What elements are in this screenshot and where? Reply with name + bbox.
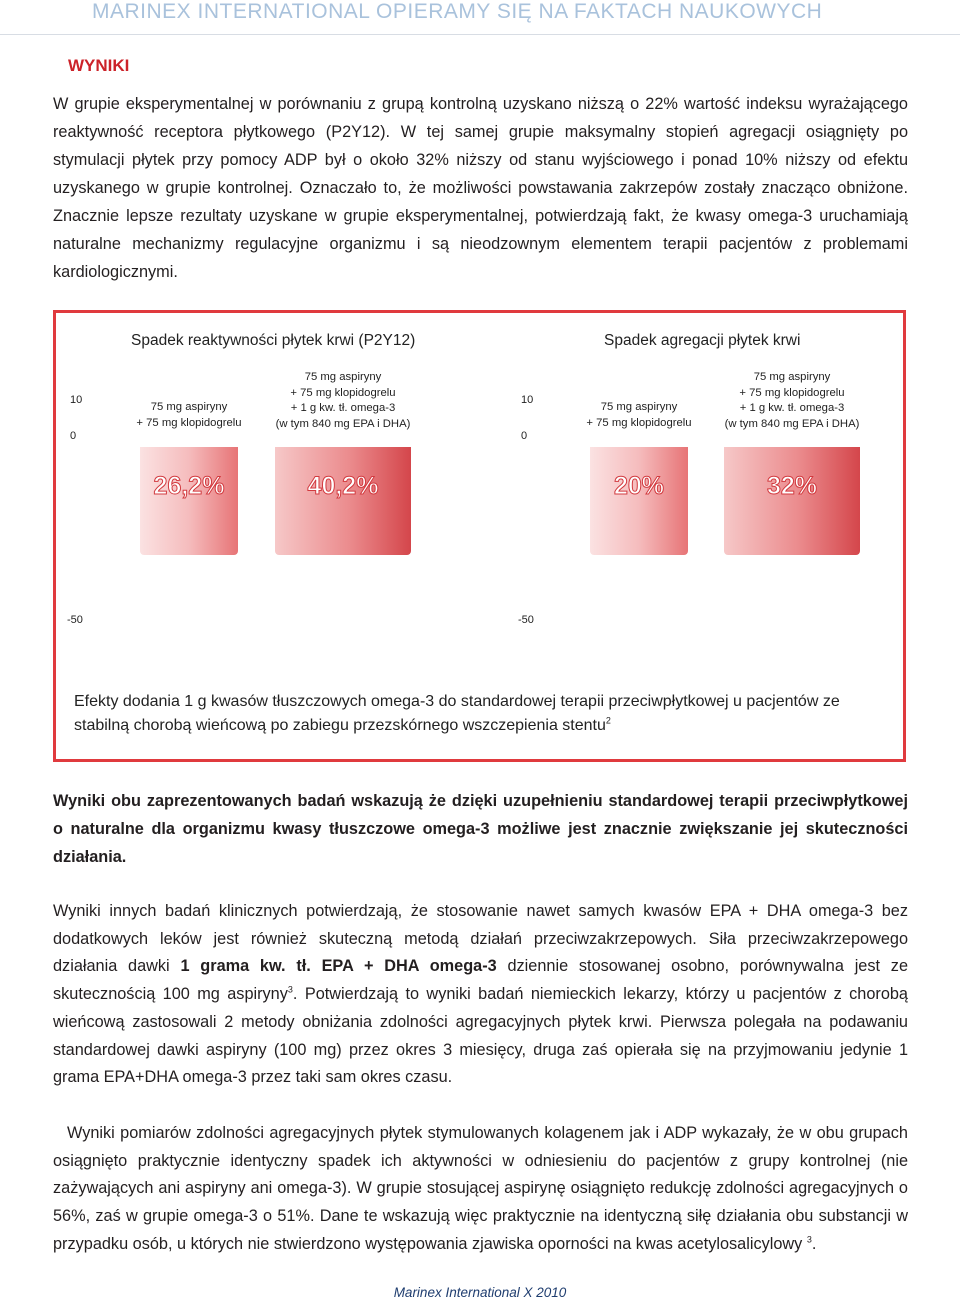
section-title: WYNIKI: [68, 56, 130, 75]
chart-caption-reference: 2: [605, 715, 611, 726]
measurements-paragraph: [53, 1120, 908, 1259]
chart-1-bar-1-label: 75 mg aspiryny + 75 mg klopidogrelu: [136, 401, 242, 429]
chart-2-bar-2: [724, 447, 860, 555]
clinical-studies-text-3: . Potwierdzają to wyniki badań niemieckich lekarzy, którzy u pacjentów z chorobą wieńcową zastosowali 2 metody obniżania zdolności agregacyjnych płytek krwi. Pierwsza polegała na podawaniu standardowej dawki aspiryny (100 mg) przez okres 3 miesięcy, druga zaś opierała się na przyjmowaniu jedynie 1 grama EPA+DHA omega-3 przez taki sam okres czasu.: [53, 985, 908, 1087]
chart-1-title: Spadek reaktywności płytek krwi (P2Y12): [131, 332, 416, 349]
chart-2-title: Spadek agregacji płytek krwi: [604, 332, 801, 349]
chart-1-bar-2-label: 75 mg aspiryny + 75 mg klopidogrelu + 1 g kw. tł. omega-3 (w tym 840 mg EPA i DHA): [275, 371, 411, 430]
chart-2-bar-1-label: 75 mg aspiryny + 75 mg klopidogrelu: [586, 401, 692, 429]
chart-1-bar-2: [275, 447, 411, 555]
clinical-studies-text-2: dziennie stosowanej osobno, porównywalna jest ze skutecznością 100 mg aspiryny: [53, 957, 908, 1004]
chart-1-bar-1-value: 26,2%: [153, 472, 225, 500]
clinical-studies-reference: 3: [287, 984, 293, 995]
chart-caption-text: Efekty dodania 1 g kwasów tłuszczowych omega-3 do standardowej terapii przeciwpłytkowej u pacjentów ze stabilną chorobą wieńcową po zabiegu przezskórnego wszczepienia stentu: [74, 693, 840, 734]
chart-caption: [74, 690, 888, 738]
chart-1-bar-2-value: 40,2%: [307, 472, 379, 500]
chart-2-bar-2-value: 32%: [766, 472, 818, 500]
page-footer: Marinex International X 2010: [393, 1285, 567, 1300]
conclusion-paragraph: Wyniki obu zaprezentowanych badań wskazują że dzięki uzupełnieniu standardowej terapii przeciwpłytkowej o naturalne dla organizmu kwasy tłuszczowe omega-3 możliwe jest znacznie zwiększanie jej skuteczności działania.: [53, 792, 908, 866]
measurements-end: .: [811, 1234, 817, 1253]
chart-1-bar-1: [140, 447, 238, 555]
results-paragraph: W grupie eksperymentalnej w porównaniu z grupą kontrolną uzyskano niższą o 22% wartość indeksu wyrażającego reaktywność receptora płytkowego (P2Y12). W tej samej grupie maksymalny stopień agregacji osiągnięty po stymulacji płytek przy pomocy ADP był o około 32% niższy od stanu wyjściowego i ponad 10% niższy od efektu uzyskanego w grupie kontrolnej. Oznaczało to, że możliwości powstawania zakrzepów zostały znacząco obniżone. Znacznie lepsze rezultaty uzyskane w grupie eksperymentalnej, potwierdzają fakt, że kwasy omega-3 uruchamiają naturalne mechanizmy regulacyjne organizmu i są nieodzownym elementem terapii pacjentów z problemami kardiologicznymi.: [53, 95, 908, 281]
dose-highlight: 1 grama kw. tł. EPA + DHA omega-3: [180, 957, 497, 976]
chart-2-tick-minus-50: -50: [518, 614, 534, 626]
clinical-studies-paragraph: [53, 898, 908, 1092]
chart-2-bar-2-label: 75 mg aspiryny + 75 mg klopidogrelu + 1 g kw. tł. omega-3 (w tym 840 mg EPA i DHA): [724, 371, 860, 430]
header-title: MARINEX INTERNATIONAL OPIERAMY SIĘ NA FAKTACH NAUKOWYCH: [92, 0, 823, 23]
chart-2-bar-1-value: 20%: [613, 472, 665, 500]
chart-1-tick-0: 0: [70, 430, 77, 442]
chart-2-bar-1: [590, 447, 688, 555]
measurements-reference: 3: [806, 1234, 812, 1245]
chart-1-tick-minus-50: -50: [67, 614, 83, 626]
chart-2-tick-10: 10: [521, 394, 534, 406]
chart-2-tick-0: 0: [521, 430, 528, 442]
clinical-studies-text-1: Wyniki innych badań klinicznych potwierdzają, że stosowanie nawet samych kwasów EPA + DHA omega-3 bez dodatkowych leków jest również skuteczną metodą działań przeciwzakrzepowych. Siła przeciwzakrzepowego działania dawki: [53, 902, 908, 976]
chart-1-tick-10: 10: [70, 394, 83, 406]
page-header: [0, 0, 960, 35]
measurements-text: Wyniki pomiarów zdolności agregacyjnych płytek stymulowanych kolagenem jak i ADP wykazały, że w obu grupach osiągnięto praktycznie identyczny spadek ich aktywności w odniesieniu do pacjentów z grupy kontrolnej (nie zażywających ani aspiryny ani omega-3). W grupie stosującej aspirynę osiągnięto redukcję zdolności agregacyjnych o 56%, zaś w grupie omega-3 o 51%. Dane te wskazują więc praktycznie na identyczną siłę działania obu substancji w przypadku osób, u których nie stwierdzono występowania zjawiska oporności na kwas acetylosalicylowy: [53, 1124, 908, 1253]
